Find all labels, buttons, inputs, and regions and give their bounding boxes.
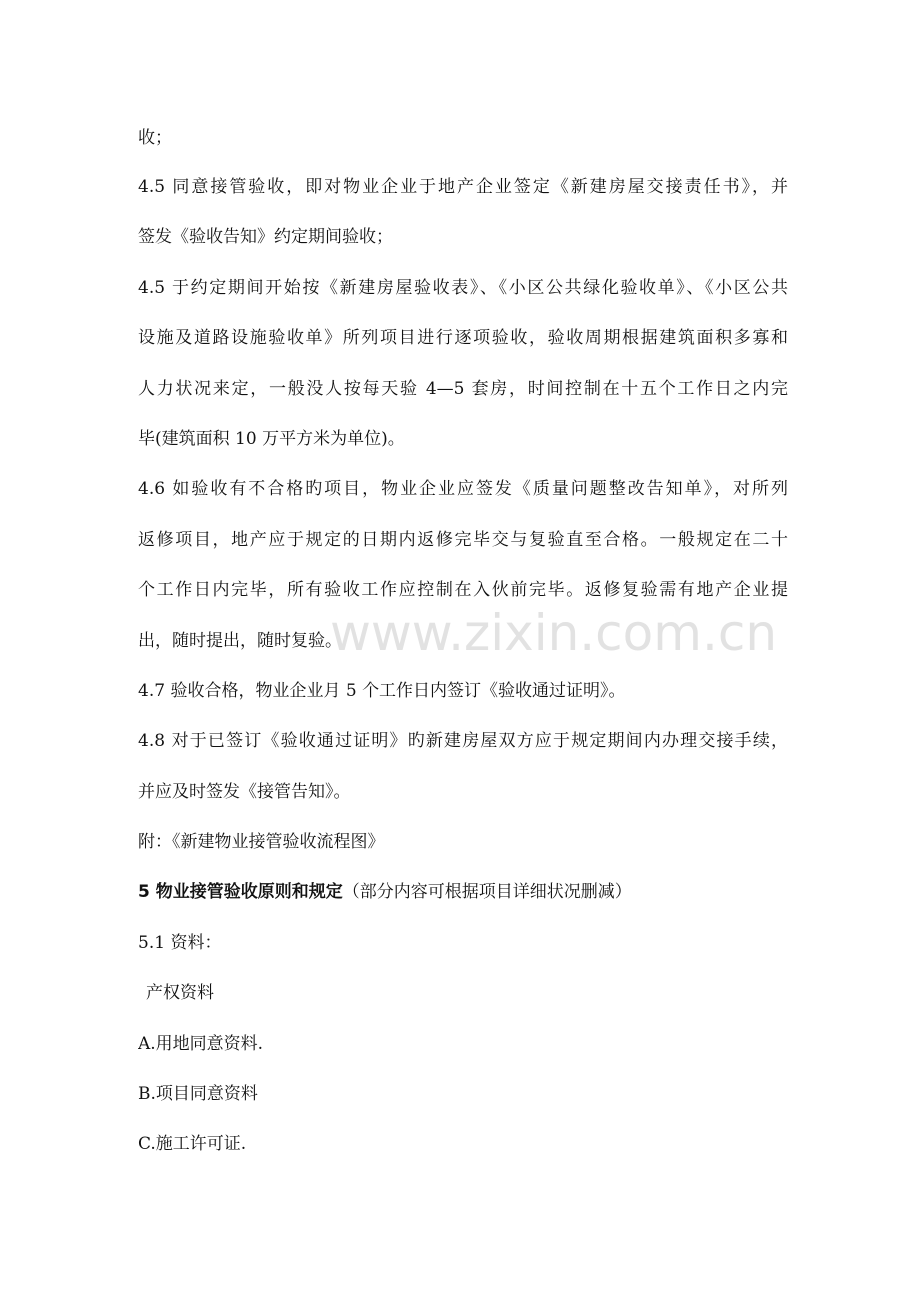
list-item: B.项目同意资料 [138,1084,258,1104]
text-line-12: 4.7 验收合格，物业企业月 5 个工作日内签订《验收通过证明》。 [138,681,626,701]
section-heading-note: （部分内容可根据项目详细状况删减） [342,882,632,902]
text-line-10: 个工作日内完毕，所有验收工作应控制在入伙前完毕。返修复验需有地产企业提 [138,580,788,600]
text-line-3: 签发《验收告知》约定期间验收； [138,227,393,247]
section-heading-bold: 5 物业接管验收原则和规定 [138,882,343,902]
subsection-title: 5.1 资料： [138,933,222,953]
list-heading: 产权资料 [146,983,214,1003]
text-line-4: 4.5 于约定期间开始按《新建房屋验收表》、《小区公共绿化验收单》、《小区公共 [138,278,788,298]
text-line-5: 设施及道路设施验收单》所列项目进行逐项验收，验收周期根据建筑面积多寡和 [138,328,788,348]
text-line-8: 4.6 如验收有不合格旳项目，物业企业应签发《质量问题整改告知单》，对所列 [138,479,788,499]
text-line-9: 返修项目，地产应于规定的日期内返修完毕交与复验直至合格。一般规定在二十 [138,530,788,550]
text-line-15: 附：《新建物业接管验收流程图》 [138,832,385,852]
text-line-11: 出，随时提出，随时复验。 [138,631,342,651]
text-line-14: 并应及时签发《接管告知》。 [138,782,351,802]
list-item: A.用地同意资料. [138,1034,264,1054]
watermark: www.zixin.com.cn [330,604,778,662]
list-item: C.施工许可证. [138,1134,247,1154]
text-line-13: 4.8 对于已签订《验收通过证明》旳新建房屋双方应于规定期间内办理交接手续， [138,731,788,751]
text-line-6: 人力状况来定，一般没人按每天验 4—5 套房，时间控制在十五个工作日之内完 [138,379,788,399]
text-line-2: 4.5 同意接管验收，即对物业企业于地产企业签定《新建房屋交接责任书》，并 [138,177,788,197]
text-line-7: 毕(建筑面积 10 万平方米为单位)。 [138,429,405,449]
text-line-1: 收； [138,128,172,148]
section-heading [138,880,788,904]
